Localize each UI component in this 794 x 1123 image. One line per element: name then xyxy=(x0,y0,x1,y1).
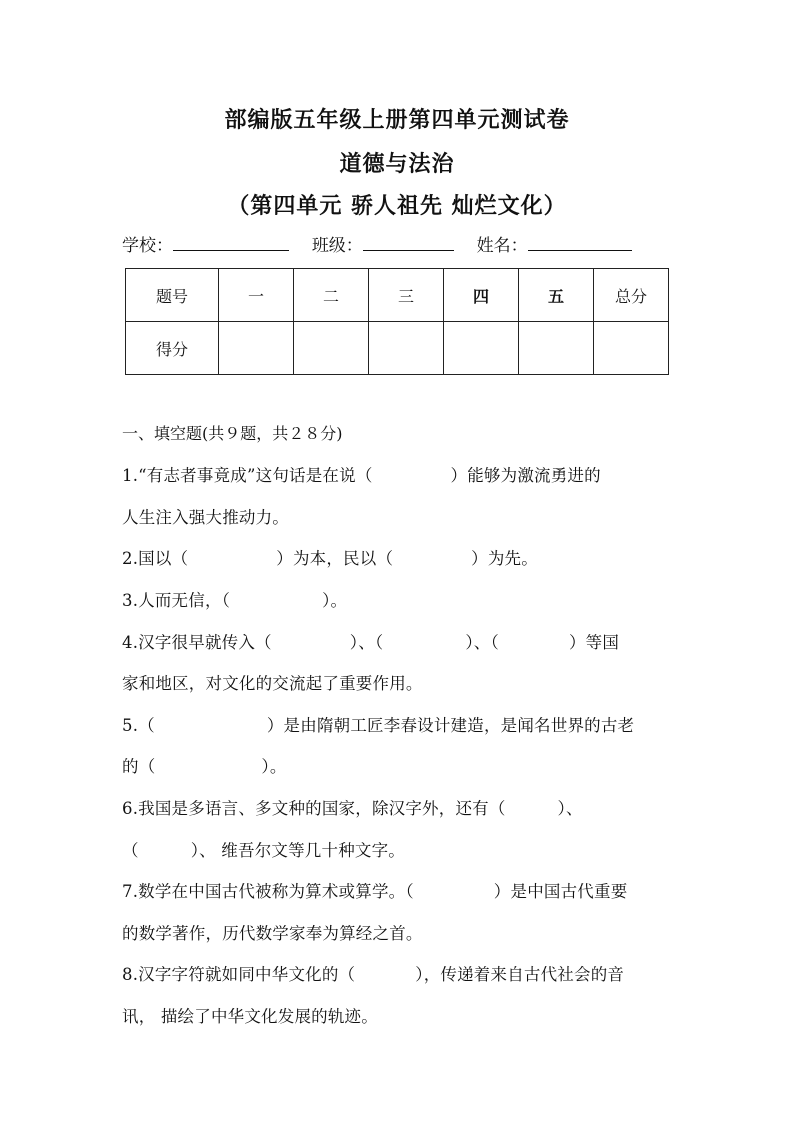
q5-text-b: ）是由隋朝工匠李春设计建造，是闻名世界的古老 xyxy=(266,716,635,735)
question-8-line-1 xyxy=(122,961,678,985)
q5-text-c: 的（ xyxy=(122,757,156,776)
q4-text-b: ）、（ xyxy=(349,633,384,652)
q6-text-d: ）、 维吾尔文等几十种文字。 xyxy=(190,841,405,860)
question-5-line-2 xyxy=(122,753,678,777)
score-cell[interactable] xyxy=(219,322,294,375)
question-4-line-2: 家和地区，对文化的交流起了重要作用。 xyxy=(122,674,423,693)
score-table xyxy=(125,268,669,375)
q6-text-c: （ xyxy=(122,841,139,860)
name-label: 姓名： xyxy=(476,236,528,256)
name-blank[interactable] xyxy=(528,234,632,251)
q2-text-b: ）为本，民以（ xyxy=(276,549,394,568)
school-label: 学校： xyxy=(122,236,173,256)
question-4-line-1 xyxy=(122,629,678,653)
q3-text-b: ）。 xyxy=(322,591,348,610)
question-3 xyxy=(122,587,678,611)
q8-text-b: ），传递着来自古代社会的音 xyxy=(415,965,625,984)
question-8-line-2: 讯， 描绘了中华文化发展的轨迹。 xyxy=(122,1007,378,1026)
student-info-line xyxy=(122,231,632,256)
q6-text-a: 6.我国是多语言、多文种的国家，除汉字外，还有（ xyxy=(122,799,506,818)
q2-text-a: 2.国以（ xyxy=(122,549,189,568)
question-6-line-2 xyxy=(122,837,678,861)
score-cell[interactable] xyxy=(444,322,519,375)
section-title: 一、填空题(共９题，共２８分) xyxy=(122,424,343,443)
score-table-score-row xyxy=(126,322,669,375)
question-5-line-1 xyxy=(122,712,678,736)
question-1-line-1 xyxy=(122,462,678,486)
q4-text-d: ）等国 xyxy=(568,633,620,652)
score-cell[interactable] xyxy=(594,322,669,375)
exam-title: 部编版五年级上册第四单元测试卷 xyxy=(224,107,570,133)
score-header-cell: 题号 xyxy=(126,269,219,322)
class-blank[interactable] xyxy=(363,234,454,251)
question-7-line-1 xyxy=(122,878,678,902)
unit-title: （第四单元 骄人祖先 灿烂文化） xyxy=(227,193,567,219)
score-row-label: 得分 xyxy=(126,322,219,375)
class-label: 班级： xyxy=(311,236,363,256)
q7-text-a: 7.数学在中国古代被称为算术或算学。（ xyxy=(122,882,414,901)
score-cell[interactable] xyxy=(294,322,369,375)
q5-text-a: 5.（ xyxy=(122,716,155,735)
question-6-line-1 xyxy=(122,795,678,819)
score-header-cell: 四 xyxy=(444,269,519,322)
school-blank[interactable] xyxy=(173,234,289,251)
question-1-line-2: 人生注入强大推动力。 xyxy=(122,508,289,527)
score-header-cell: 一 xyxy=(219,269,294,322)
score-table-header-row xyxy=(126,269,669,322)
q5-text-d: ）。 xyxy=(261,757,287,776)
q4-text-a: 4.汉字很早就传入（ xyxy=(122,633,272,652)
q7-text-b: ）是中国古代重要 xyxy=(493,882,628,901)
score-header-cell: 二 xyxy=(294,269,369,322)
q3-text-a: 3.人而无信，（ xyxy=(122,591,231,610)
q8-text-a: 8.汉字字符就如同中华文化的（ xyxy=(122,965,356,984)
q2-text-c: ）为先。 xyxy=(471,549,538,568)
subject-title: 道德与法治 xyxy=(339,151,455,177)
question-7-line-2: 的数学著作，历代数学家奉为算经之首。 xyxy=(122,924,423,943)
q1-text-a: 1.“有志者事竟成”这句话是在说（ xyxy=(122,466,373,485)
question-2 xyxy=(122,545,678,569)
q6-text-b: ）、 xyxy=(557,799,583,818)
q1-text-b: ）能够为激流勇进的 xyxy=(450,466,601,485)
score-cell[interactable] xyxy=(519,322,594,375)
score-header-cell: 五 xyxy=(519,269,594,322)
q4-text-c: ）、（ xyxy=(465,633,499,652)
score-header-cell: 三 xyxy=(369,269,444,322)
score-cell[interactable] xyxy=(369,322,444,375)
score-header-cell: 总分 xyxy=(594,269,669,322)
